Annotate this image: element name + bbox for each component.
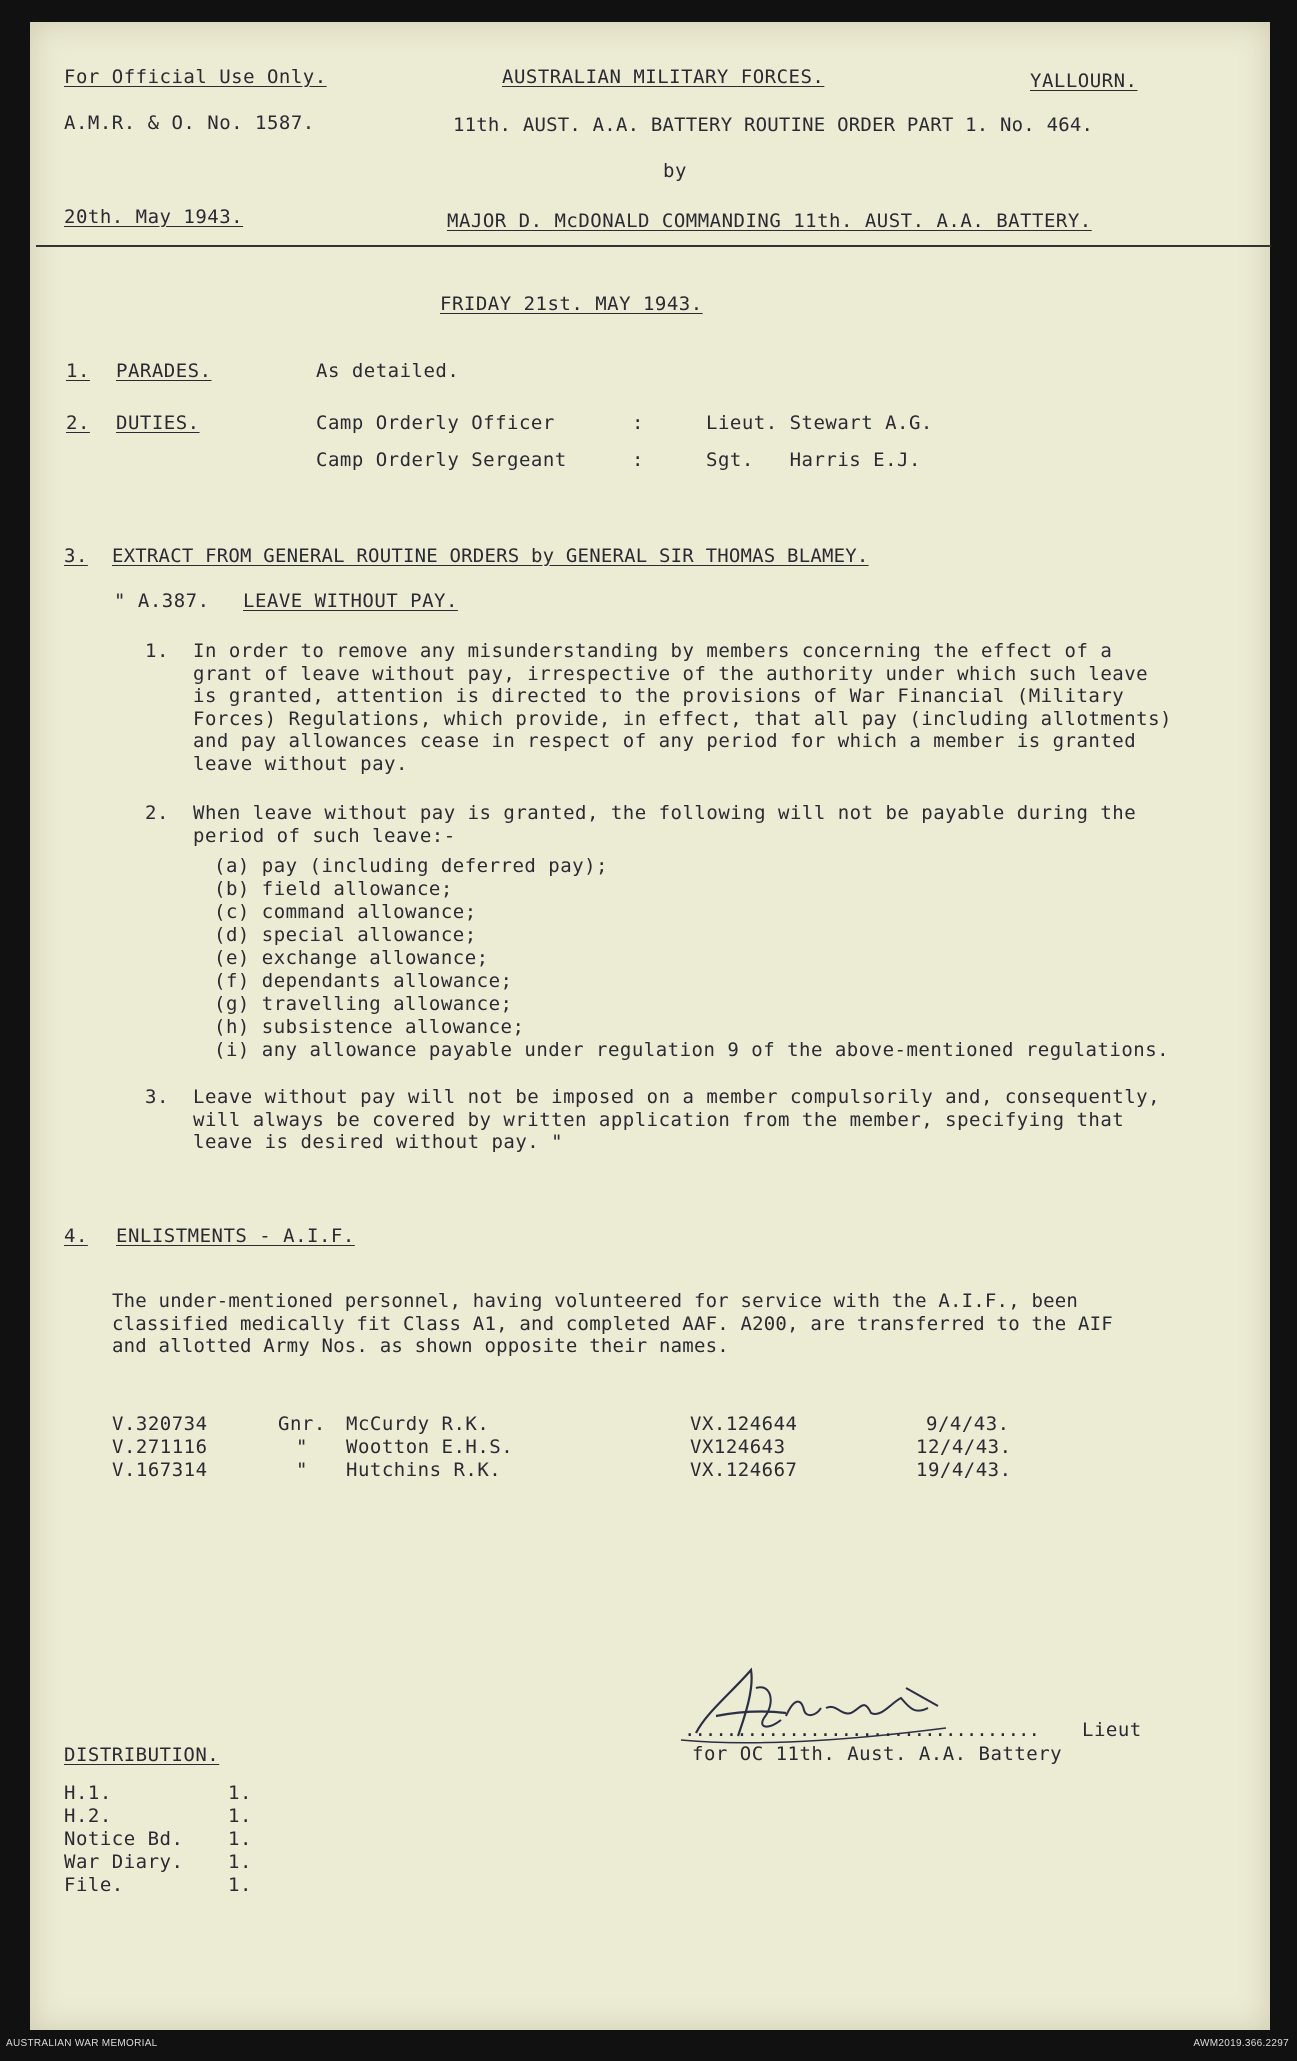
paragraph-1: In order to remove any misunderstanding by members concerning the effect of a grant of leave without pay, irrespective of the authority under which such leave is granted, attention is directed to the provisions of War Financial (Military Forces) Regulations, which provide, in effect, that all pay (including allotments) and pay allowances cease in respect of any period for which a member is granted leave without pay. <box>193 640 1172 775</box>
list-item: (f) dependants allowance; <box>214 970 513 992</box>
distribution-recipient: War Diary. <box>64 1851 184 1873</box>
list-item: (b) field allowance; <box>214 878 453 900</box>
enlistments-text: The under-mentioned personnel, having volunteered for service with the A.I.F., been classified medically fit Class A1, and completed AAF. A200, are transferred to the AIF and allotted Army Nos. as shown opposite their names. <box>112 1290 1113 1357</box>
transfer-date: 19/4/43. <box>916 1459 1012 1481</box>
distribution-recipient: File. <box>64 1874 124 1896</box>
list-item: (h) subsistence allowance; <box>214 1016 525 1038</box>
soldier-name: Hutchins R.K. <box>346 1459 502 1481</box>
distribution-title: DISTRIBUTION. <box>64 1744 220 1766</box>
section-number: 4. <box>64 1225 88 1247</box>
list-item: (c) command allowance; <box>214 901 477 923</box>
list-item: (e) exchange allowance; <box>214 947 489 969</box>
parades-title: PARADES. <box>116 360 212 382</box>
duty-name: Lieut. Stewart A.G. <box>706 412 933 434</box>
commander: MAJOR D. McDONALD COMMANDING 11th. AUST. A.A. BATTERY. <box>447 210 1092 232</box>
issue-date: 20th. May 1943. <box>64 206 244 228</box>
gro-subject: LEAVE WITHOUT PAY. <box>243 590 458 612</box>
paragraph-number: 3. <box>145 1086 169 1108</box>
distribution-count: 1. <box>228 1782 252 1804</box>
location: YALLOURN. <box>1030 70 1138 92</box>
order-title: 11th. AUST. A.A. BATTERY ROUTINE ORDER PART 1. No. 464. <box>453 114 1094 136</box>
new-army-number: VX.124667 <box>690 1459 798 1481</box>
list-item: (a) pay (including deferred pay); <box>214 855 608 877</box>
new-army-number: VX124643 <box>690 1436 786 1458</box>
transfer-date: 9/4/43. <box>926 1413 1010 1435</box>
duty-name: Sgt. Harris E.J. <box>706 449 921 471</box>
paragraph-number: 1. <box>145 640 169 662</box>
duty-separator: : <box>632 412 644 434</box>
section-number: 2. <box>66 412 90 434</box>
duty-role: Camp Orderly Sergeant <box>316 449 567 471</box>
distribution-count: 1. <box>228 1851 252 1873</box>
amr-number: A.M.R. & O. No. 1587. <box>64 112 315 134</box>
old-army-number: V.271116 <box>112 1436 208 1458</box>
old-army-number: V.320734 <box>112 1413 208 1435</box>
parades-text: As detailed. <box>316 360 460 382</box>
rank: " <box>296 1459 308 1481</box>
official-use-label: For Official Use Only. <box>64 66 327 88</box>
distribution-recipient: H.1. <box>64 1782 112 1804</box>
section-number: 3. <box>64 545 88 567</box>
archive-reference: AWM2019.366.2297 <box>1193 2038 1289 2049</box>
extract-title: EXTRACT FROM GENERAL ROUTINE ORDERS by GENERAL SIR THOMAS BLAMEY. <box>112 545 869 567</box>
list-item: (d) special allowance; <box>214 924 477 946</box>
organisation-title: AUSTRALIAN MILITARY FORCES. <box>502 66 825 88</box>
duty-separator: : <box>632 449 644 471</box>
paragraph-2: When leave without pay is granted, the following will not be payable during the period of such leave:- <box>193 802 1137 847</box>
archive-credit: AUSTRALIAN WAR MEMORIAL <box>6 2038 158 2049</box>
duties-title: DUTIES. <box>116 412 200 434</box>
signature-dots: .................................. <box>684 1719 1039 1741</box>
paragraph-3: Leave without pay will not be imposed on a member compulsorily and, consequently, will always be covered by written application from the member, specifying that leave is desired without pay. " <box>193 1086 1161 1153</box>
enlistments-title: ENLISTMENTS - A.I.F. <box>116 1225 355 1247</box>
signatory-line: for OC 11th. Aust. A.A. Battery <box>692 1743 1063 1765</box>
new-army-number: VX.124644 <box>690 1413 798 1435</box>
list-item: (g) travelling allowance; <box>214 993 513 1015</box>
duty-role: Camp Orderly Officer <box>316 412 555 434</box>
transfer-date: 12/4/43. <box>916 1436 1012 1458</box>
section-number: 1. <box>66 360 90 382</box>
soldier-name: Wootton E.H.S. <box>346 1436 514 1458</box>
order-day: FRIDAY 21st. MAY 1943. <box>440 293 703 315</box>
gro-number: " A.387. <box>114 590 210 612</box>
distribution-recipient: Notice Bd. <box>64 1828 184 1850</box>
header-divider <box>36 245 1271 247</box>
by-label: by <box>663 160 687 182</box>
paragraph-number: 2. <box>145 802 169 824</box>
rank: " <box>296 1436 308 1458</box>
soldier-name: McCurdy R.K. <box>346 1413 490 1435</box>
distribution-count: 1. <box>228 1828 252 1850</box>
list-item: (i) any allowance payable under regulation 9 of the above-mentioned regulations. <box>214 1039 1170 1061</box>
old-army-number: V.167314 <box>112 1459 208 1481</box>
distribution-count: 1. <box>228 1805 252 1827</box>
distribution-recipient: H.2. <box>64 1805 112 1827</box>
signatory-rank: Lieut <box>1082 1719 1142 1741</box>
rank: Gnr. <box>278 1413 326 1435</box>
distribution-count: 1. <box>228 1874 252 1896</box>
